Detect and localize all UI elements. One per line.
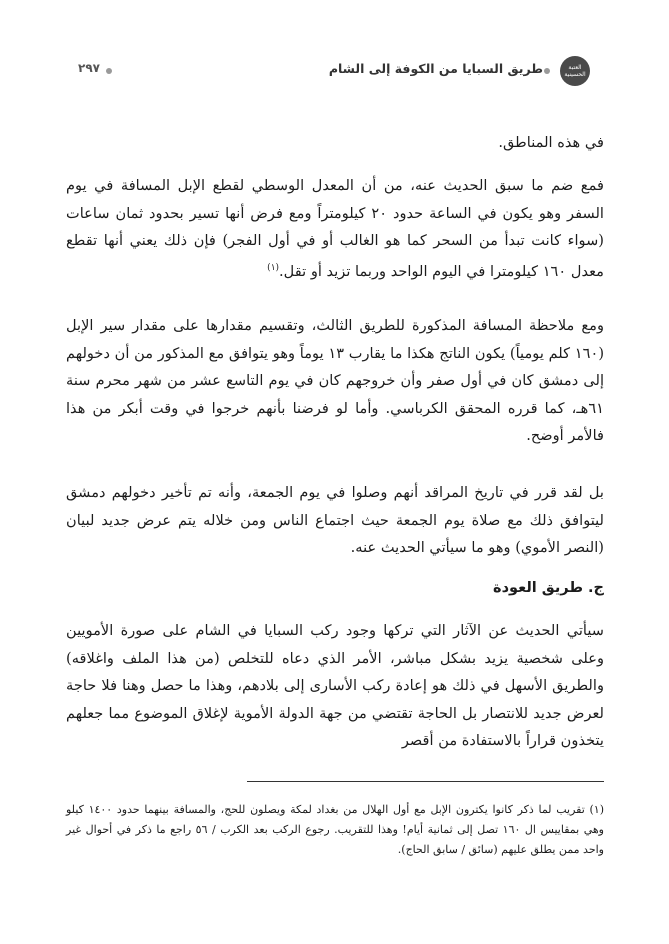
footnote-divider bbox=[247, 781, 604, 782]
paragraph-3-block bbox=[66, 312, 604, 450]
paragraph-1: في هذه المناطق. bbox=[498, 134, 604, 151]
running-title: طريق السبايا من الكوفة إلى الشام bbox=[328, 61, 543, 76]
paragraph-5-block bbox=[66, 617, 604, 755]
separator-dot bbox=[544, 68, 550, 74]
paragraph-5: سيأتي الحديث عن الآثار التي تركها وجود ركب السبايا في الشام على صورة الأمويين وعلى شخصية يزيد بشكل مباشر، الأمر الذي دعاه للتخلص (من هذا الملف واغلاقه) والطريق الأسهل في ذلك هو إعادة ركب الأسارى إلى بلادهم، وهذا ما حصل وهنا فلا حاجة لعرض جديد للانتصار بل الحاجة تقتضي من جهة الدولة الأموية لإغلاق الموضوع مما جعلهم يتخذون قراراً بالاستفادة من أقصر bbox=[66, 622, 604, 750]
paragraph-2 bbox=[66, 172, 604, 285]
paragraph-3: ومع ملاحظة المسافة المذكورة للطريق الثالث، وتقسيم مقدارها على مقدار سير الإبل (١٦٠ كلم يومياً) يكون الناتج هكذا ما يقارب ١٣ يوماً وهو يتوافق مع المذكور من أن دخولهم إلى دمشق كان في أول صفر وأن خروجهم كان في يوم التاسع عشر من شهر محرم سنة ٦١هـ، كما قرره المحقق الكرباسي. وأما لو فرضنا بأنهم خرجوا في وقت أبكر من هذا فالأمر أوضح. bbox=[66, 317, 605, 445]
paragraph-2-text: فمع ضم ما سبق الحديث عنه، من أن المعدل الوسطي لقطع الإبل المسافة في يوم السفر وهو يكون في الساعة حدود ٢٠ كيلومتراً ومع فرض أنها تسير بحدود ثمان ساعات (سواء كانت تبدأ من السحر كما هو الغالب أو في أول الفجر) فإن ذلك يعني أنها تقطع معدل ١٦٠ كيلومترا في اليوم الواحد وربما تزيد أو تقل. bbox=[66, 177, 604, 280]
paragraph-4-block bbox=[66, 479, 604, 562]
section-heading-block bbox=[66, 580, 604, 596]
separator-dot bbox=[106, 68, 112, 74]
paragraph-1-block bbox=[66, 129, 604, 157]
page-number: ٢٩٧ bbox=[78, 61, 100, 75]
footnote-ref[interactable]: (١) bbox=[267, 262, 280, 273]
logo-text: العتبة الحسينية bbox=[564, 64, 586, 78]
page-header bbox=[0, 48, 669, 88]
paragraph-2-block bbox=[66, 172, 604, 285]
publisher-logo-icon bbox=[560, 56, 590, 86]
footnote: (١) تقريب لما ذكر كانوا يكترون الإبل مع أول الهلال من بغداد لمكة ويصلون للحج، والمسافة بينهما حدود ١٤٠٠ كيلو وهي بمقاييس ال ١٦٠ تصل إلى ثمانية أيام! وهذا للتقريب. رجوع الركب بعد الكرب / ٥٦ راجع ما ذكر في أحوال غير واحد ممن يطلق عليهم (سائق / سابق الحاج). bbox=[66, 803, 604, 856]
paragraph-4: بل لقد قرر في تاريخ المراقد أنهم وصلوا في يوم الجمعة، وأنه تم تأخير دخولهم دمشق ليتوافق ذلك مع صلاة يوم الجمعة حيث اجتماع الناس ومن خلاله يتم عرض جديد لبيان (النصر الأموي) وهو ما سيأتي الحديث عنه. bbox=[66, 484, 604, 557]
section-heading: ج. طريق العودة bbox=[493, 580, 604, 596]
